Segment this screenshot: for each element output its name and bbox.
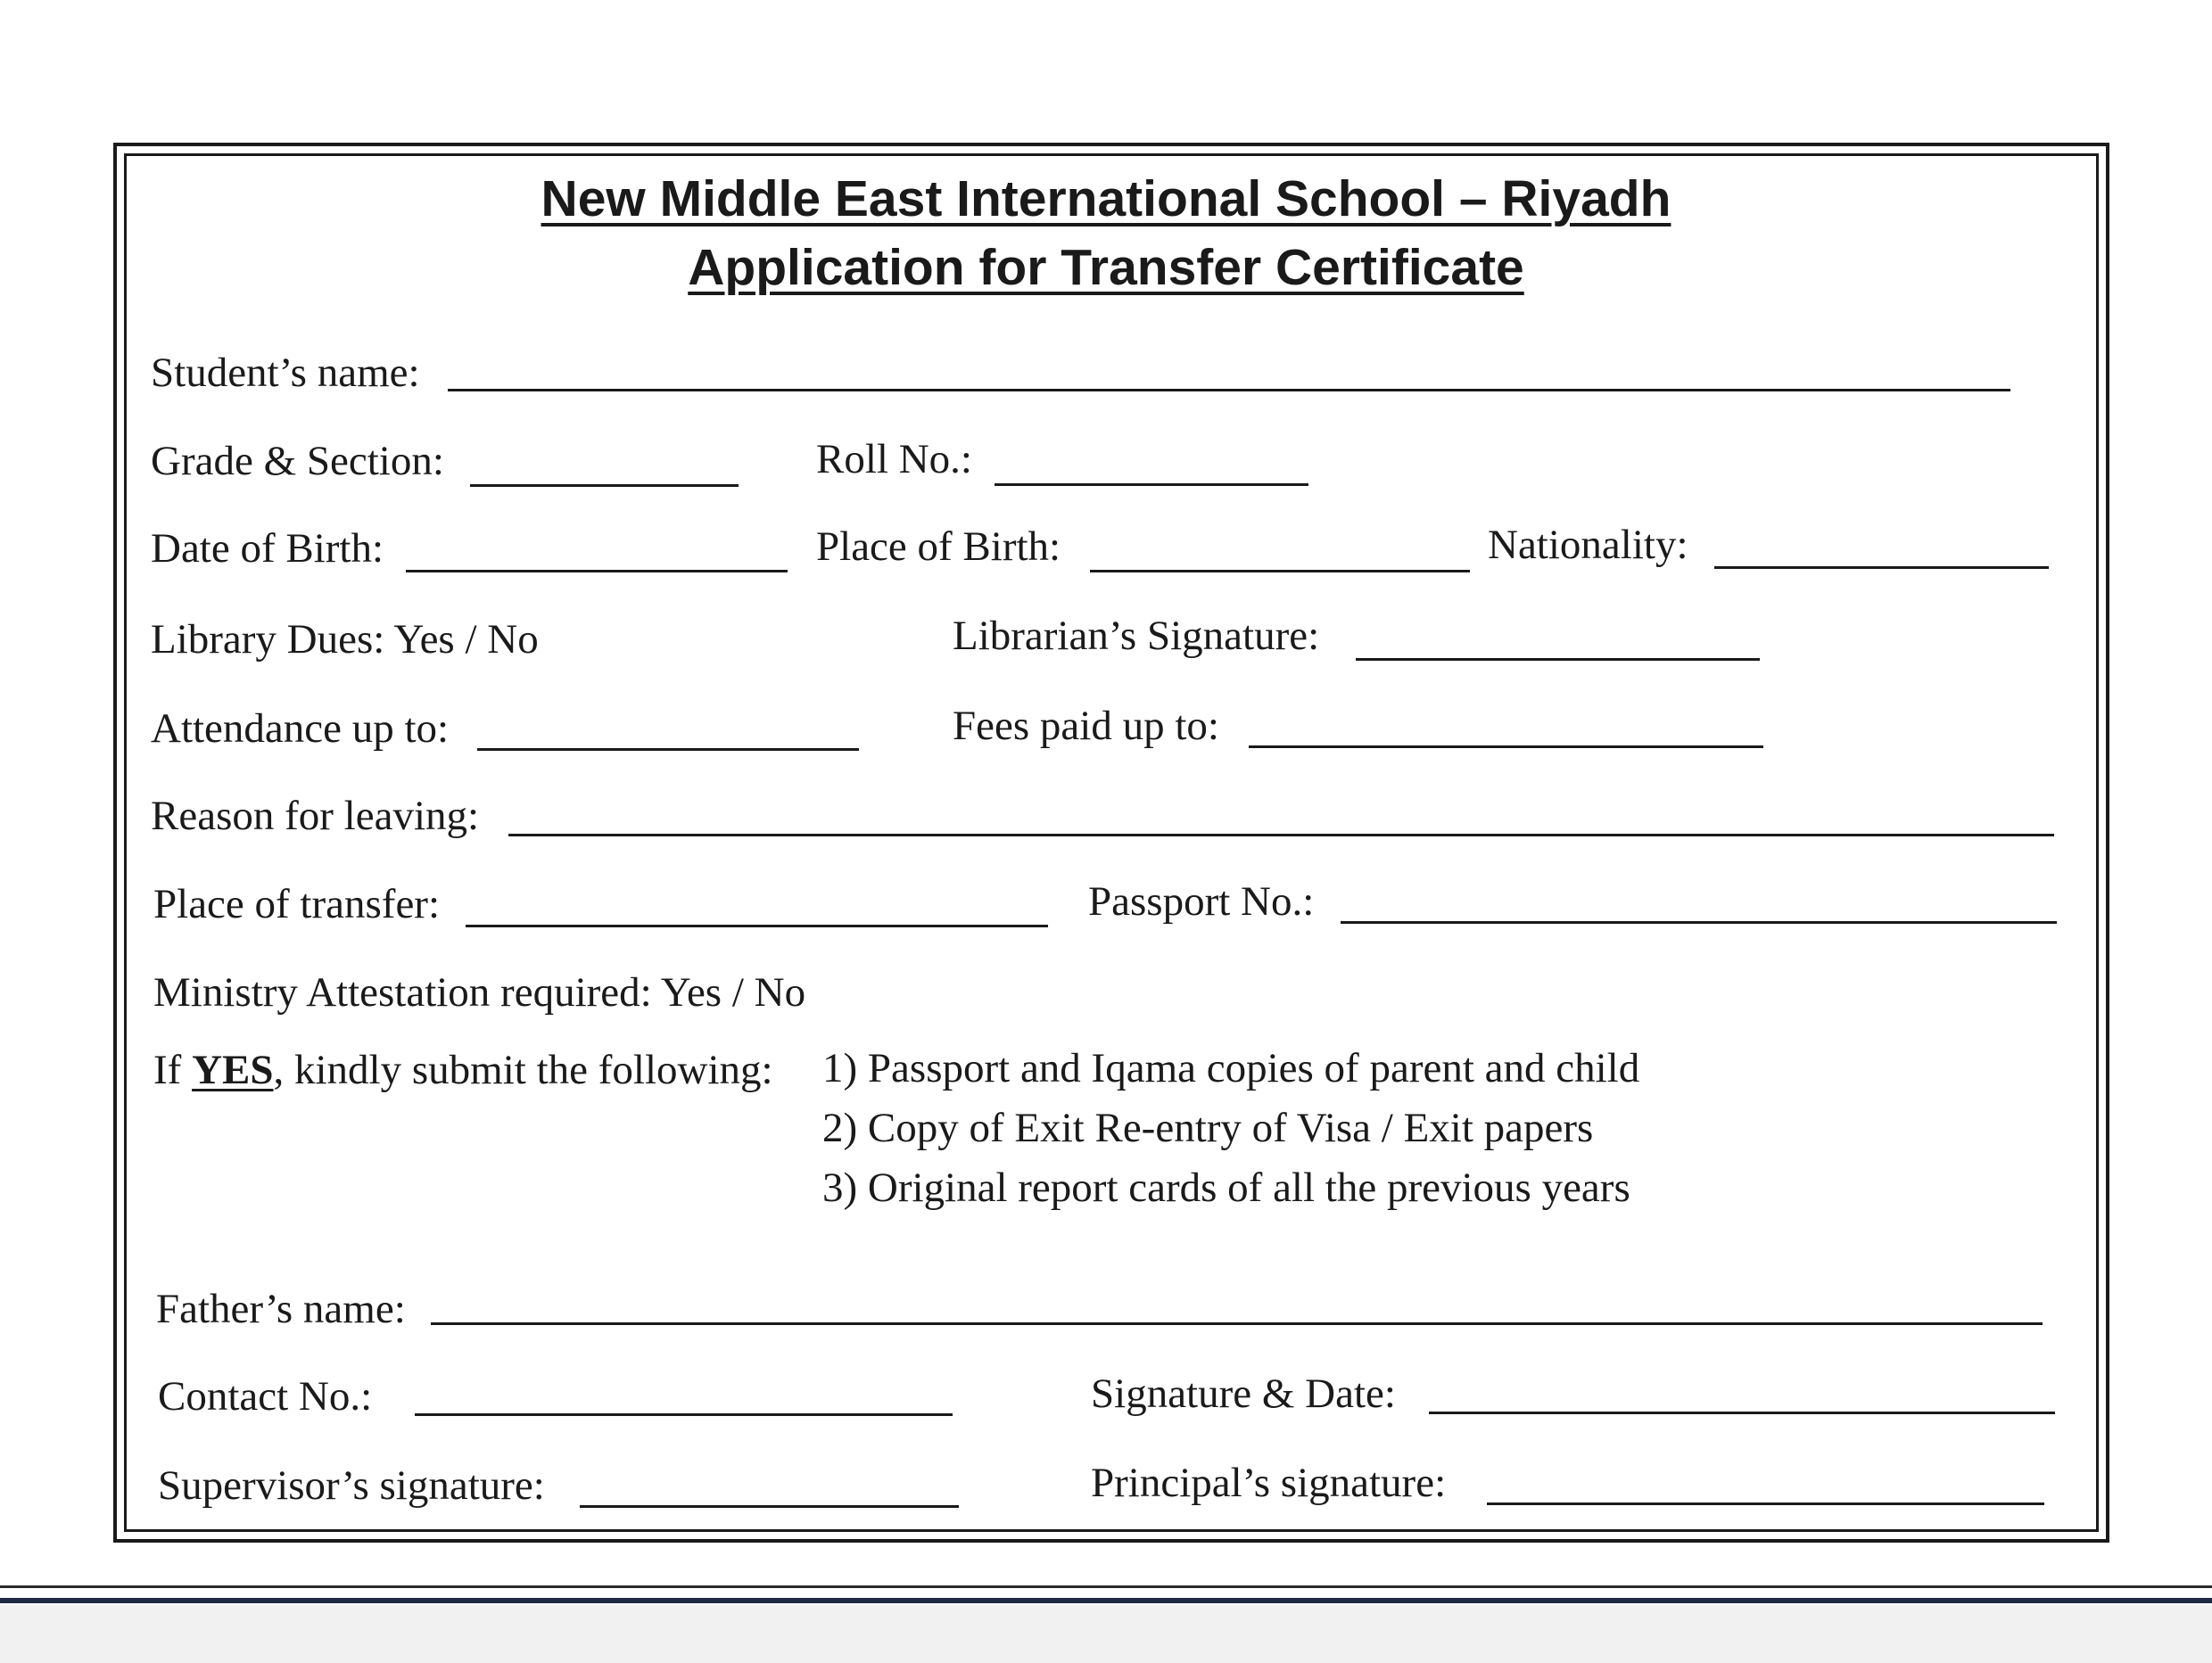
instruction-item-1: 1) Passport and Iqama copies of parent and child <box>822 1045 1640 1091</box>
librarian-signature-field[interactable] <box>1356 658 1760 661</box>
ministry-attestation-label: Ministry Attestation required: Yes / No <box>153 969 806 1016</box>
instructions-intro <box>153 1047 773 1093</box>
date-of-birth-label: Date of Birth: <box>151 525 384 572</box>
fees-paid-up-to-field[interactable] <box>1249 745 1763 748</box>
student-name-field[interactable] <box>448 389 2010 391</box>
roll-no-label: Roll No.: <box>816 436 972 482</box>
school-name-heading <box>0 170 2212 227</box>
form-title-text: Application for Transfer Certificate <box>688 239 1524 296</box>
instruction-item-2: 2) Copy of Exit Re-entry of Visa / Exit papers <box>822 1105 1594 1151</box>
school-name-text: New Middle East International School – Riyadh <box>541 170 1671 227</box>
instructions-suffix: , kindly submit the following: <box>273 1047 773 1093</box>
place-of-transfer-field[interactable] <box>466 925 1048 927</box>
student-name-label: Student’s name: <box>151 350 420 396</box>
passport-no-field[interactable] <box>1341 921 2057 924</box>
contact-no-label: Contact No.: <box>158 1373 373 1420</box>
scan-edge-band <box>0 1598 2212 1603</box>
grade-section-label: Grade & Section: <box>151 438 444 484</box>
roll-no-field[interactable] <box>995 483 1308 486</box>
form-inner-border <box>124 153 2099 1532</box>
contact-no-field[interactable] <box>415 1413 953 1416</box>
reason-for-leaving-label: Reason for leaving: <box>151 793 480 839</box>
instructions-prefix: If <box>153 1047 193 1093</box>
signature-date-field[interactable] <box>1429 1412 2055 1414</box>
attendance-up-to-field[interactable] <box>477 748 859 751</box>
nationality-field[interactable] <box>1714 566 2049 569</box>
library-dues-label: Library Dues: Yes / No <box>151 616 539 663</box>
supervisor-signature-label: Supervisor’s signature: <box>158 1462 545 1509</box>
attendance-up-to-label: Attendance up to: <box>151 705 450 752</box>
fees-paid-up-to-label: Fees paid up to: <box>953 703 1219 749</box>
fathers-name-label: Father’s name: <box>156 1286 406 1332</box>
page-edge-rule <box>0 1585 2212 1588</box>
instructions-yes-emphasis: YES <box>192 1047 274 1093</box>
passport-no-label: Passport No.: <box>1088 878 1315 925</box>
principal-signature-label: Principal’s signature: <box>1091 1460 1447 1506</box>
instruction-item-3: 3) Original report cards of all the previous years <box>822 1165 1630 1211</box>
scan-background-strip <box>0 1605 2212 1663</box>
reason-for-leaving-field[interactable] <box>508 834 2054 836</box>
fathers-name-field[interactable] <box>431 1322 2043 1325</box>
place-of-birth-label: Place of Birth: <box>816 523 1061 570</box>
date-of-birth-field[interactable] <box>406 570 788 572</box>
librarian-signature-label: Librarian’s Signature: <box>953 613 1320 659</box>
signature-date-label: Signature & Date: <box>1091 1371 1396 1417</box>
form-title-heading <box>0 239 2212 296</box>
place-of-birth-field[interactable] <box>1090 570 1470 572</box>
place-of-transfer-label: Place of transfer: <box>153 881 441 927</box>
principal-signature-field[interactable] <box>1487 1502 2044 1505</box>
nationality-label: Nationality: <box>1488 522 1688 568</box>
grade-section-field[interactable] <box>470 484 739 487</box>
supervisor-signature-field[interactable] <box>580 1505 959 1508</box>
